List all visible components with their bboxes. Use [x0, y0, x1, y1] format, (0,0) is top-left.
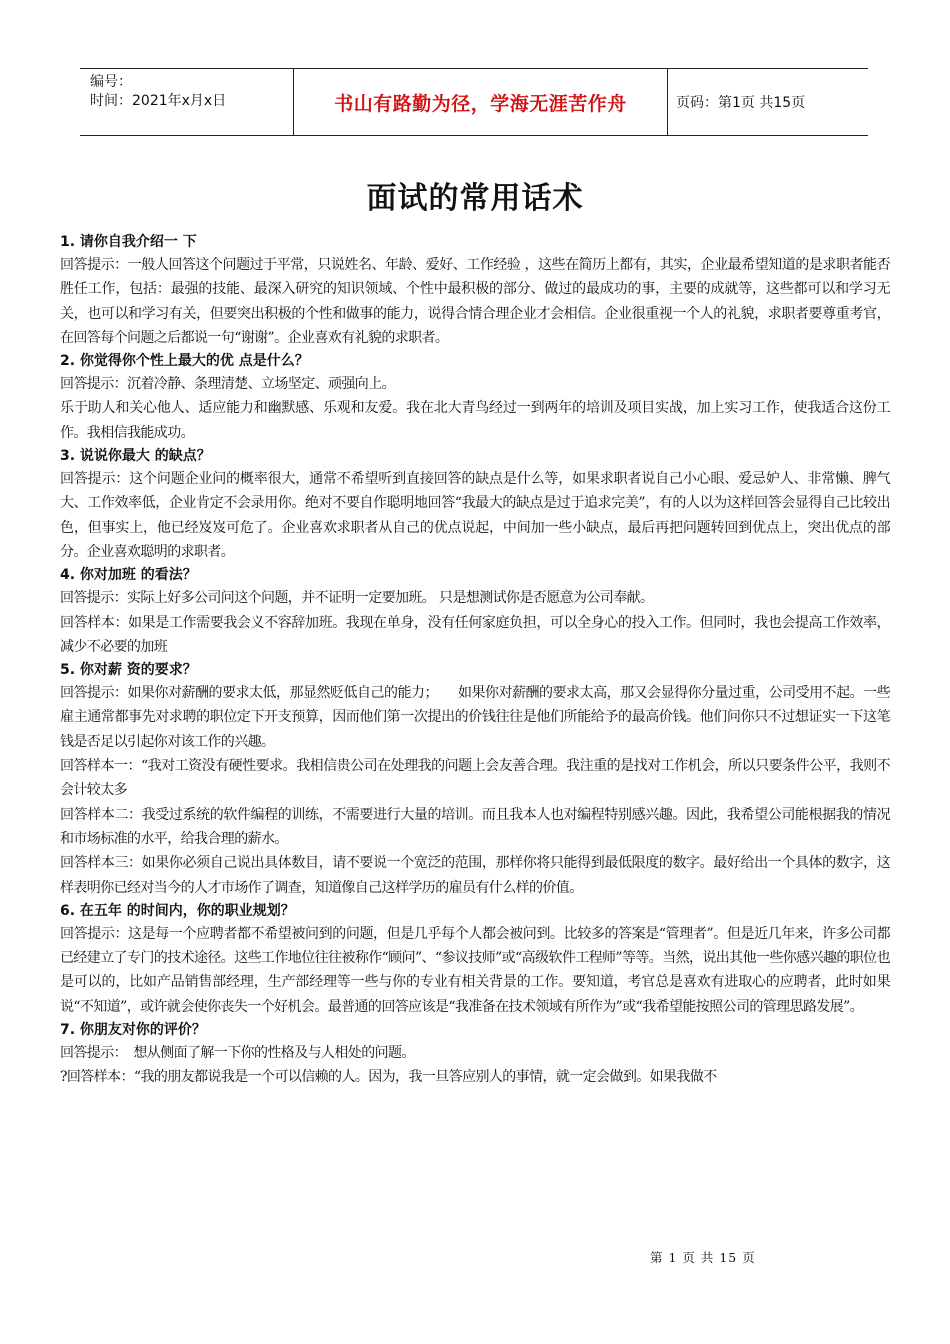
answer-paragraph: 回答提示：如果你对薪酬的要求太低，那显然贬低自己的能力； 如果你对薪酬的要求太高，那又会显得你分量过重，公司受用不起。一些雇主通常都事先对求聘的职位定下开支预算，因而他们第一次提出的价钱往往是他们所能给予的最高价钱。他们问你只不过想证实一下这笔钱是否足以引起你对该工作的兴趣。: [60, 685, 890, 750]
section-6: [60, 900, 890, 1019]
section-7: [60, 1019, 890, 1090]
answer-paragraph: 回答样本一：“我对工资没有硬性要求。我相信贵公司在处理我的问题上会友善合理。我注重的是找对工作机会，所以只要条件公平，我则不会计较太多: [60, 758, 890, 799]
document-time-label: 时间：2021年x月x日: [90, 93, 227, 109]
section-1: [60, 231, 890, 350]
section-2: [60, 350, 890, 445]
answer-paragraph: 回答样本三：如果你必须自己说出具体数目，请不要说一个宽泛的范围，那样你将只能得到最低限度的数字。最好给出一个具体的数字，这样表明你已经对当今的人才市场作了调查，知道像自己这样学历的雇员有什么样的价值。: [60, 855, 890, 896]
header-page-info: 页码：第1页 共15页: [676, 95, 806, 111]
section-4: [60, 564, 890, 659]
answer-paragraph: 回答样本：如果是工作需要我会义不容辞加班。我现在单身，没有任何家庭负担，可以全身心的投入工作。但同时，我也会提高工作效率，减少不必要的加班: [60, 614, 890, 655]
question-heading: 4. 你对加班 的看法？: [60, 567, 197, 584]
answer-paragraph: 回答提示：沉着冷静、条理清楚、立场坚定、顽强向上。: [60, 376, 395, 393]
answer-paragraph: 回答提示：一般人回答这个问题过于平常，只说姓名、年龄、爱好、工作经验 ，这些在简历上都有，其实，企业最希望知道的是求职者能否胜任工作，包括：最强的技能、最深入研究的知识领域、个性中最积极的部分、做过的最成功的事，主要的成就等，这些都可以和学习无关，也可以和学习有关，但要突出积极的个性和做事的能力，说得合情合理企业才会相信。企业很重视一个人的礼貌，求职者要尊重考官，在回答每个问题之后都说一句“谢谢”。企业喜欢有礼貌的求职者。: [60, 257, 890, 346]
answer-paragraph: ?回答样本：“我的朋友都说我是一个可以信赖的人。因为，我一旦答应别人的事情，就一定会做到。如果我做不: [60, 1069, 717, 1086]
question-heading: 1. 请你自我介绍一 下: [60, 234, 197, 250]
header-table: [80, 68, 868, 136]
section-5: [60, 659, 890, 900]
question-heading: 3. 说说你最大 的缺点？: [60, 448, 211, 465]
document-number-label: 编号：: [90, 74, 132, 90]
question-heading: 2. 你觉得你个性上最大的优 点是什么？: [60, 353, 309, 370]
answer-paragraph: 回答提示：这个问题企业问的概率很大，通常不希望听到直接回答的缺点是什么等，如果求职者说自己小心眼、爱忌妒人、非常懒、脾气大、工作效率低，企业肯定不会录用你。绝对不要自作聪明地回答“我最大的缺点是过于追求完美”，有的人以为这样回答会显得自己比较出色，但事实上，他已经岌岌可危了。企业喜欢求职者从自己的优点说起，中间加一些小缺点，最后再把问题转回到优点上，突出优点的部分。企业喜欢聪明的求职者。: [60, 471, 890, 560]
question-heading: 7. 你朋友对你的评价？: [60, 1022, 206, 1039]
question-heading: 6. 在五年 的时间内，你的职业规划？: [60, 902, 295, 919]
page-footer: 第 1 页 共 15 页: [650, 1250, 756, 1265]
page-title: 面试的常用话术: [366, 181, 584, 216]
header-meta-cell: [80, 69, 294, 135]
answer-paragraph: 乐于助人和关心他人、适应能力和幽默感、乐观和友爱。我在北大青鸟经过一到两年的培训及项目实战，加上实习工作，使我适合这份工作。我相信我能成功。: [60, 400, 890, 441]
answer-paragraph: 回答样本二：我受过系统的软件编程的训练，不需要进行大量的培训。而且我本人也对编程特别感兴趣。因此，我希望公司能根据我的情况和市场标准的水平，给我合理的薪水。: [60, 806, 890, 847]
answer-paragraph: 回答提示：这是每一个应聘者都不希望被问到的问题，但是几乎每个人都会被问到。比较多的答案是“管理者”。但是近几年来，许多公司都已经建立了专门的技术途径。这些工作地位往往被称作“顾问”、“参议技师”或“高级软件工程师”等等。当然，说出其他一些你感兴趣的职位也是可以的，比如产品销售部经理，生产部经理等一些与你的专业有相关背景的工作。要知道，考官总是喜欢有进取心的应聘者，此时如果说“不知道”，或许就会使你丧失一个好机会。最普通的回答应该是“我准备在技术领域有所作为”或“我希望能按照公司的管理思路发展”。: [60, 925, 890, 1015]
answer-paragraph: 回答提示：实际上好多公司问这个问题，并不证明一定要加班。 只是想测试你是否愿意为公司奉献。: [60, 590, 654, 607]
question-heading: 5. 你对薪 资的要求？: [60, 662, 197, 679]
document-body: [60, 231, 890, 1090]
header-motto: 书山有路勤为径，学海无涯苦作舟: [294, 69, 668, 135]
answer-paragraph: 回答提示： 想从侧面了解一下你的性格及与人相处的问题。: [60, 1045, 415, 1062]
section-3: [60, 445, 890, 564]
